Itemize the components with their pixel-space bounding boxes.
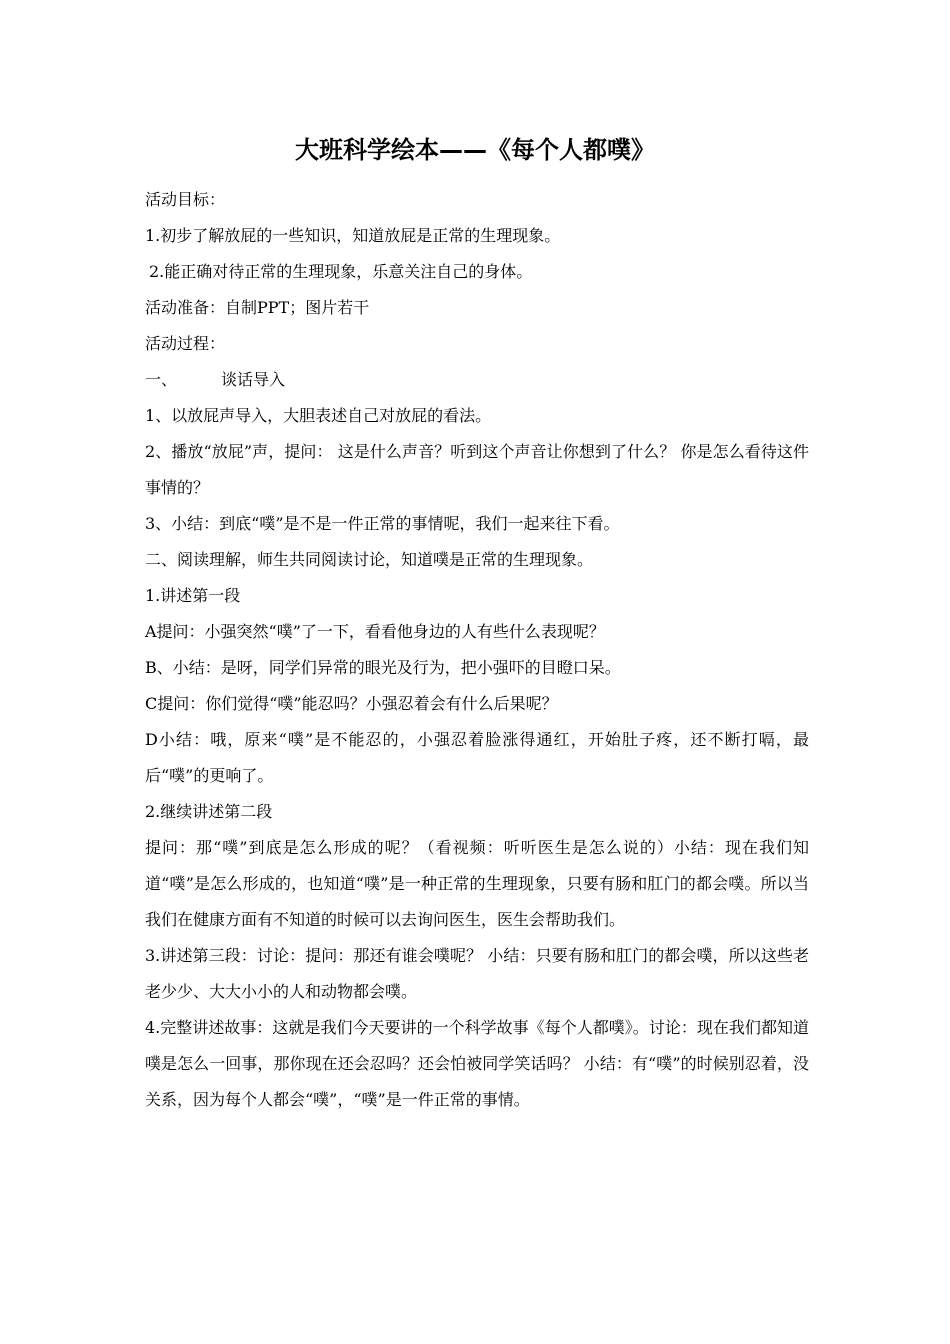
paragraph-activity-process-heading: 活动过程：	[145, 334, 226, 353]
paragraph-activity-goals-heading: 活动目标：	[145, 190, 226, 209]
paragraph-part-1-d: D小结：哦，原来“噗”是不能忍的，小强忍着脸涨得通红，开始肚子疼，还不断打嗝，最后“噗”的更响了。	[145, 730, 809, 785]
paragraph-part-1-a: A提问：小强突然“噗”了一下，看看他身边的人有些什么表现呢？	[145, 622, 605, 641]
paragraph-intro-step-3: 3、小结：到底“噗”是不是一件正常的事情呢，我们一起来往下看。	[145, 514, 620, 533]
paragraph-part-2-heading: 2.继续讲述第二段	[145, 802, 273, 821]
paragraph-part-3: 3.讲述第三段：讨论：提问：那还有谁会噗呢？ 小结：只要有肠和肛门的都会噗，所以这些老老少少、大大小小的人和动物都会噗。	[145, 946, 809, 1001]
paragraph-part-4: 4.完整讲述故事：这就是我们今天要讲的一个科学故事《每个人都噗》。讨论：现在我们都知道噗是怎么一回事，那你现在还会忍吗？还会怕被同学笑话吗？ 小结：有“噗”的时候别忍着，没关系，因为每个人都会“噗”，“噗”是一件正常的事情。	[145, 1018, 809, 1109]
paragraph-goal-1: 1.初步了解放屁的一些知识，知道放屁是正常的生理现象。	[145, 226, 561, 245]
paragraph-intro-step-2: 2、播放“放屁”声，提问： 这是什么声音？听到这个声音让你想到了什么？ 你是怎么看待这件事情的？	[145, 442, 809, 497]
paragraph-goal-2: 2.能正确对待正常的生理现象，乐意关注自己的身体。	[149, 262, 533, 281]
section-heading-conversation-intro	[145, 362, 809, 398]
section-number: 一、	[145, 370, 178, 389]
paragraph-part-1-c: C提问：你们觉得“噗”能忍吗？小强忍着会有什么后果呢？	[145, 694, 558, 713]
document-body	[145, 182, 809, 1118]
paragraph-activity-preparation: 活动准备：自制PPT；图片若干	[145, 298, 370, 317]
document-title: 大班科学绘本——《每个人都噗》	[295, 136, 655, 164]
paragraph-intro-step-1: 1、以放屁声导入，大胆表述自己对放屁的看法。	[145, 406, 492, 425]
paragraph-part-2-body: 提问：那“噗”到底是怎么形成的呢？（看视频：听听医生是怎么说的）小结：现在我们知道“噗”是怎么形成的，也知道“噗”是一种正常的生理现象，只要有肠和肛门的都会噗。所以当我们在健康方面有不知道的时候可以去询问医生，医生会帮助我们。	[145, 838, 809, 929]
section-heading-reading: 二、阅读理解，师生共同阅读讨论，知道噗是正常的生理现象。	[145, 550, 594, 569]
paragraph-part-1-b: B、小结：是呀，同学们异常的眼光及行为，把小强吓的目瞪口呆。	[145, 658, 621, 677]
paragraph-part-1-heading: 1.讲述第一段	[145, 586, 241, 605]
section-label: 谈话导入	[221, 370, 286, 389]
